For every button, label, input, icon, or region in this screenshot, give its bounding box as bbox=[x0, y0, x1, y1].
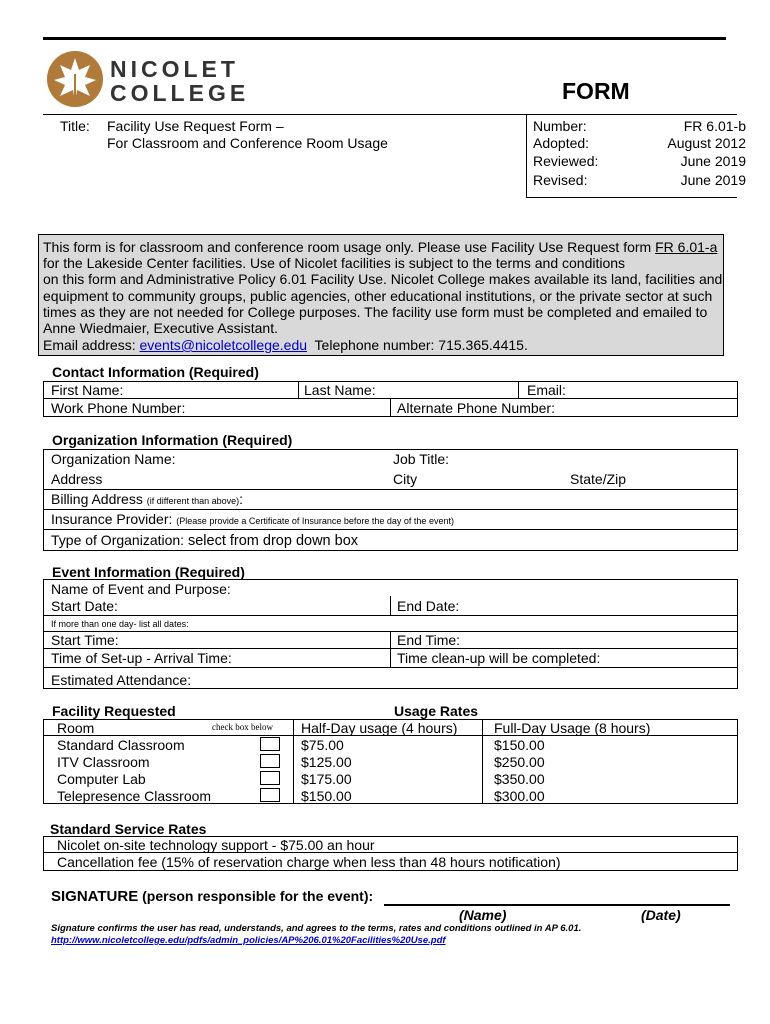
attendance-field[interactable]: Estimated Attendance: bbox=[51, 672, 192, 688]
notice-line4: equipment to community groups, public agencies, other educational institutions, or the private sector at such bbox=[43, 288, 713, 304]
event-heading: Event Information (Required) bbox=[52, 564, 245, 580]
signature-title: SIGNATURE bbox=[51, 888, 139, 905]
phone-text: Telephone number: 715.365.4415. bbox=[307, 337, 528, 353]
organization-heading: Organization Information (Required) bbox=[52, 432, 293, 448]
event-rule1 bbox=[43, 615, 738, 616]
org-type-label: Type of Organization: bbox=[51, 532, 188, 548]
computer-lab-checkbox[interactable] bbox=[260, 771, 280, 785]
signature-sub: (person responsible for the event): bbox=[138, 888, 374, 904]
header-rule bbox=[43, 114, 737, 115]
maple-leaf-icon bbox=[46, 50, 104, 108]
org-rule2 bbox=[43, 509, 738, 510]
city-field[interactable]: City bbox=[393, 471, 418, 487]
half-day-col-header: Half-Day usage (4 hours) bbox=[301, 720, 458, 736]
rates-heading: Usage Rates bbox=[394, 703, 479, 719]
title-line1: Facility Use Request Form – bbox=[107, 118, 284, 134]
address-field[interactable]: Address bbox=[51, 471, 103, 487]
facility-room-4: Telepresence Classroom bbox=[57, 788, 212, 804]
org-type-dropdown[interactable] bbox=[51, 532, 358, 549]
end-date-field[interactable]: End Date: bbox=[397, 598, 460, 614]
top-rule bbox=[43, 37, 726, 40]
college-logo bbox=[46, 50, 250, 110]
billing-address-field[interactable] bbox=[51, 491, 243, 507]
itv-classroom-checkbox[interactable] bbox=[260, 754, 280, 768]
job-title-field[interactable]: Job Title: bbox=[393, 451, 450, 467]
insurance-label: Insurance Provider: bbox=[51, 511, 177, 527]
room-col-header: Room bbox=[57, 720, 95, 736]
signature-name-caption: (Name) bbox=[459, 907, 507, 923]
alt-phone-field[interactable]: Alternate Phone Number: bbox=[397, 400, 555, 416]
facility-col-rule2 bbox=[482, 719, 483, 804]
work-phone-field[interactable]: Work Phone Number: bbox=[51, 400, 186, 416]
email-label: Email address: bbox=[43, 337, 140, 353]
contact-col-rule2 bbox=[518, 381, 519, 398]
multi-day-field[interactable]: If more than one day- list all dates: bbox=[51, 619, 189, 629]
facility-col-rule1 bbox=[293, 719, 294, 804]
half-rate-1: $75.00 bbox=[301, 737, 344, 753]
reviewed-value: June 2019 bbox=[680, 153, 746, 169]
event-rule4 bbox=[43, 667, 738, 668]
check-col-header: check box below bbox=[212, 722, 273, 732]
full-rate-4: $300.00 bbox=[494, 788, 545, 804]
signature-date-caption: (Date) bbox=[641, 907, 681, 923]
event-col-rule2 bbox=[390, 631, 391, 667]
contact-heading: Contact Information (Required) bbox=[52, 364, 259, 380]
title-line2: For Classroom and Conference Room Usage bbox=[107, 135, 388, 151]
last-name-field[interactable]: Last Name: bbox=[304, 382, 376, 398]
facility-room-1: Standard Classroom bbox=[57, 737, 185, 753]
org-rule3 bbox=[43, 529, 738, 530]
contact-col-rule1 bbox=[298, 381, 299, 398]
full-rate-3: $350.00 bbox=[494, 771, 545, 787]
insurance-field[interactable] bbox=[51, 511, 454, 527]
org-name-field[interactable]: Organization Name: bbox=[51, 451, 176, 467]
org-rule1 bbox=[43, 489, 738, 490]
standard-classroom-checkbox[interactable] bbox=[260, 737, 280, 751]
half-rate-3: $175.00 bbox=[301, 771, 352, 787]
signature-note: Signature confirms the user has read, understands, and agrees to the terms, rates and conditions outlined in AP 6.01. bbox=[51, 923, 582, 934]
service-heading: Standard Service Rates bbox=[50, 821, 207, 837]
service-line2: Cancellation fee (15% of reservation charge when less than 48 hours notification) bbox=[57, 854, 561, 870]
notice-contact-line bbox=[43, 337, 528, 353]
header-bottom-rule bbox=[526, 197, 737, 198]
contact-col-rule3 bbox=[390, 398, 391, 417]
adopted-label: Adopted: bbox=[533, 135, 590, 151]
full-rate-1: $150.00 bbox=[494, 737, 545, 753]
half-rate-4: $150.00 bbox=[301, 788, 352, 804]
facility-room-3: Computer Lab bbox=[57, 771, 146, 787]
email-field[interactable]: Email: bbox=[527, 382, 566, 398]
notice-line6: Anne Wiedmaier, Executive Assistant. bbox=[43, 320, 278, 336]
facility-heading: Facility Requested bbox=[52, 703, 176, 719]
state-zip-field[interactable]: State/Zip bbox=[570, 471, 627, 487]
org-type-value[interactable]: select from drop down box bbox=[187, 533, 359, 549]
title-label: Title: bbox=[60, 118, 90, 134]
header-divider bbox=[526, 114, 527, 198]
start-date-field[interactable]: Start Date: bbox=[51, 598, 118, 614]
email-link[interactable]: events@nicoletcollege.edu bbox=[139, 337, 308, 353]
telepresence-classroom-checkbox[interactable] bbox=[260, 788, 280, 802]
revised-value: June 2019 bbox=[680, 172, 746, 188]
first-name-field[interactable]: First Name: bbox=[51, 382, 124, 398]
billing-note: (if different than above) bbox=[146, 496, 240, 506]
facility-room-2: ITV Classroom bbox=[57, 754, 150, 770]
adopted-value: August 2012 bbox=[667, 135, 746, 151]
cleanup-time-field[interactable]: Time clean-up will be completed: bbox=[397, 650, 601, 666]
insurance-note: (Please provide a Certificate of Insurance before the day of the event) bbox=[176, 516, 454, 526]
service-line1: Nicolet on-site technology support - $75.00 an hour bbox=[57, 837, 375, 853]
billing-label: Billing Address bbox=[51, 491, 147, 507]
full-day-col-header: Full-Day Usage (8 hours) bbox=[494, 720, 651, 736]
number-value: FR 6.01-b bbox=[683, 118, 746, 134]
end-time-field[interactable]: End Time: bbox=[397, 632, 461, 648]
start-time-field[interactable]: Start Time: bbox=[51, 632, 119, 648]
signature-label bbox=[51, 888, 373, 905]
logo-line1: NICOLET bbox=[110, 56, 239, 82]
event-col-rule1 bbox=[390, 596, 391, 615]
notice-line5: times as they are not needed for College purposes. The facility use form must be completed and emailed to bbox=[43, 304, 708, 320]
logo-line2: COLLEGE bbox=[110, 80, 250, 106]
event-name-field[interactable]: Name of Event and Purpose: bbox=[51, 581, 231, 597]
full-rate-2: $250.00 bbox=[494, 754, 545, 770]
signature-line[interactable] bbox=[384, 904, 730, 906]
half-rate-2: $125.00 bbox=[301, 754, 352, 770]
form-label: FORM bbox=[562, 78, 630, 104]
notice-line1 bbox=[43, 239, 717, 255]
notice-line3: on this form and Administrative Policy 6.01 Facility Use. Nicolet College makes available its land, facilities and bbox=[43, 271, 723, 287]
notice-line1-text: This form is for classroom and conference room usage only. Please use Facility Use Request form bbox=[43, 239, 656, 255]
notice-line2: for the Lakeside Center facilities. Use of Nicolet facilities is subject to the terms and conditions bbox=[43, 255, 626, 271]
revised-label: Revised: bbox=[533, 172, 588, 188]
setup-time-field[interactable]: Time of Set-up - Arrival Time: bbox=[51, 650, 232, 666]
billing-colon: : bbox=[239, 491, 243, 507]
fr601a-link[interactable]: FR 6.01-a bbox=[655, 239, 718, 255]
number-label: Number: bbox=[533, 118, 587, 134]
policy-url-link[interactable]: http://www.nicoletcollege.edu/pdfs/admin_policies/AP%206.01%20Facilities%20Use.pdf bbox=[51, 935, 446, 946]
reviewed-label: Reviewed: bbox=[533, 153, 599, 169]
